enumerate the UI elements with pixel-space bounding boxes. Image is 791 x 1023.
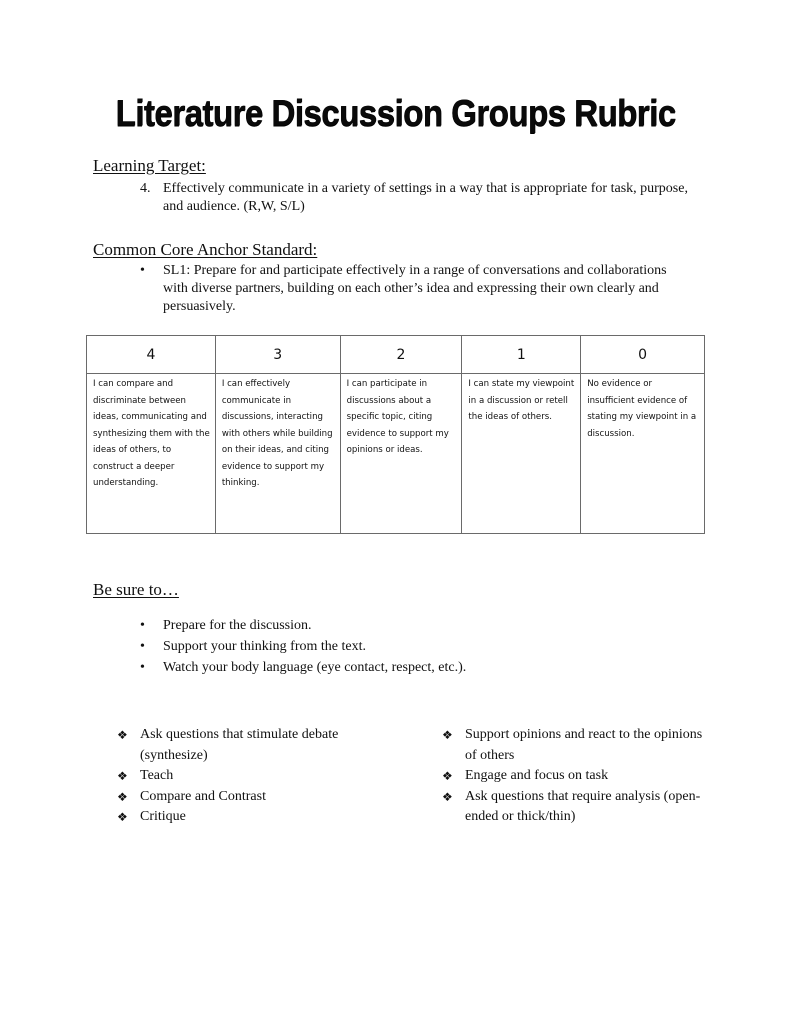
rubric-cell: I can state my viewpoint in a discussion or retell the ideas of others. <box>462 374 581 534</box>
rubric-cell: No evidence or insufficient evidence of stating my viewpoint in a discussion. <box>581 374 705 534</box>
rubric-header-score: 4 <box>87 336 216 374</box>
list-item <box>117 807 387 828</box>
rubric-header-row <box>87 336 705 374</box>
rubric-header-score: 1 <box>462 336 581 374</box>
diamond-bullet-icon: ❖ <box>117 789 128 804</box>
rubric-header-score: 0 <box>581 336 705 374</box>
be-sure-list <box>140 615 466 678</box>
bullet-icon: • <box>140 639 145 654</box>
list-item-text: Ask questions that stimulate debate (synthesize) <box>140 727 339 763</box>
rubric-description-row <box>87 374 705 534</box>
learning-target-item <box>140 180 700 216</box>
list-item <box>140 615 466 636</box>
be-sure-heading: Be sure to… <box>93 580 179 599</box>
list-item-text: Ask questions that require analysis (open-ended or thick/thin) <box>465 788 701 824</box>
list-item <box>140 657 466 678</box>
diamond-bullet-icon: ❖ <box>442 769 453 783</box>
strategies-right-list <box>442 725 707 828</box>
list-item-text: Teach <box>140 768 174 783</box>
rubric-table <box>86 335 705 534</box>
rubric-header-score: 2 <box>340 336 462 374</box>
page-title: Literature Discussion Groups Rubric <box>115 92 676 134</box>
item-number: 4. <box>140 181 151 196</box>
rubric-cell: I can compare and discriminate between ideas, communicating and synthesizing them with the ideas of others, to construct a deeper understanding. <box>87 374 216 534</box>
bullet-icon: • <box>140 660 145 675</box>
diamond-bullet-icon: ❖ <box>117 810 128 824</box>
list-item <box>117 766 387 787</box>
item-text: Effectively communicate in a variety of settings in a way that is appropriate for task, purpose, and audience. (R,W, S/L) <box>163 181 688 214</box>
anchor-standard-item <box>140 262 685 316</box>
bullet-icon: • <box>140 263 145 278</box>
list-item-text: Support your thinking from the text. <box>163 639 366 654</box>
list-item-text: Compare and Contrast <box>140 788 266 804</box>
list-item <box>442 766 707 787</box>
rubric-cell: I can effectively communicate in discussions, interacting with others while building on their ideas, and citing evidence to support my thinking. <box>215 374 340 534</box>
diamond-bullet-icon: ❖ <box>442 789 453 804</box>
list-item-text: Critique <box>140 809 186 824</box>
list-item <box>442 787 707 828</box>
list-item <box>117 725 387 766</box>
strategies-left-list <box>117 725 387 828</box>
bullet-icon: • <box>140 618 145 633</box>
diamond-bullet-icon: ❖ <box>117 728 128 742</box>
list-item-text: Support opinions and react to the opinions of others <box>465 727 703 763</box>
item-text: SL1: Prepare for and participate effectively in a range of conversations and collaborations with diverse partners, building on each other’s idea and expressing their own clearly and persuasively. <box>163 263 667 314</box>
list-item-text: Watch your body language (eye contact, respect, etc.). <box>163 660 467 675</box>
anchor-standard-heading: Common Core Anchor Standard: <box>93 240 318 259</box>
learning-target-heading: Learning Target: <box>93 156 206 175</box>
diamond-bullet-icon: ❖ <box>442 728 453 742</box>
diamond-bullet-icon: ❖ <box>117 769 128 783</box>
list-item <box>117 787 387 808</box>
rubric-header-score: 3 <box>215 336 340 374</box>
rubric-cell: I can participate in discussions about a specific topic, citing evidence to support my opinions or ideas. <box>340 374 462 534</box>
list-item <box>442 725 707 766</box>
list-item-text: Prepare for the discussion. <box>163 618 312 633</box>
list-item <box>140 636 466 657</box>
list-item-text: Engage and focus on task <box>465 768 609 783</box>
